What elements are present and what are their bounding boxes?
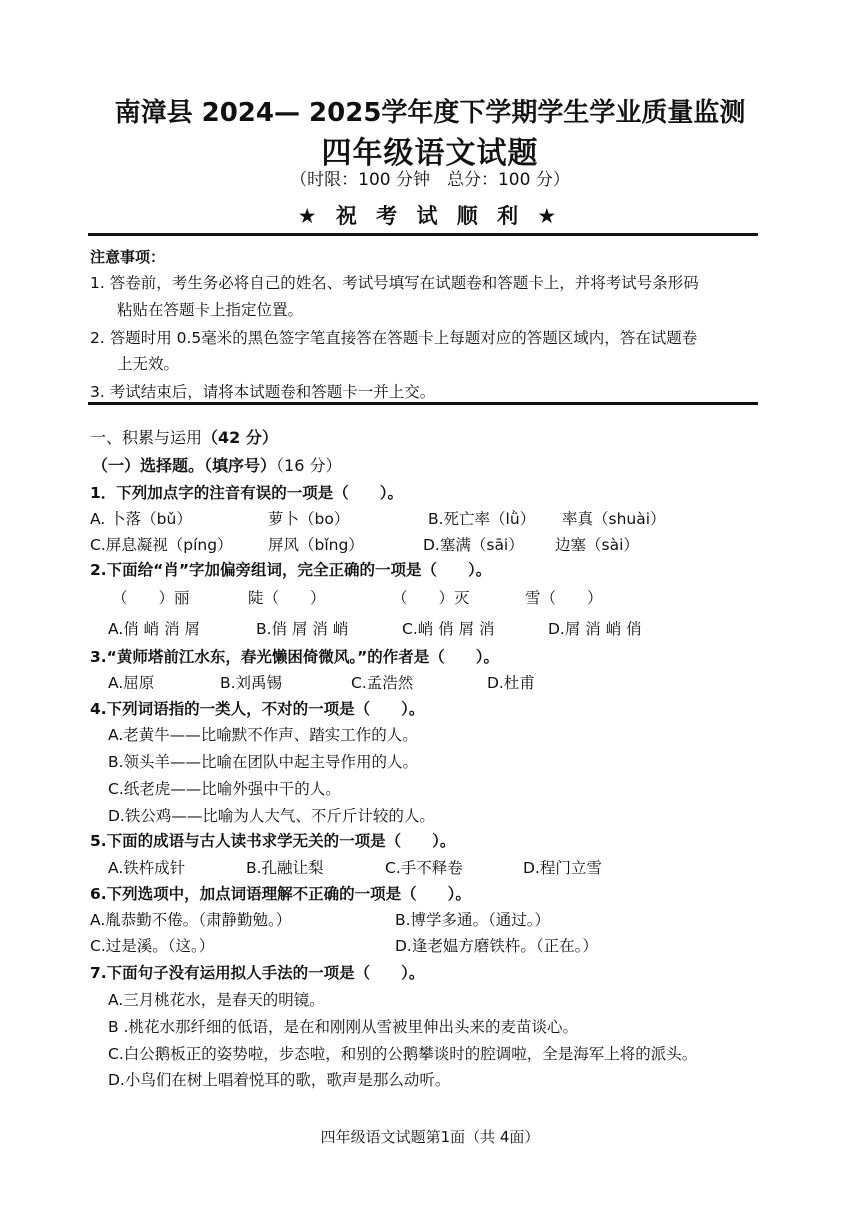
notice-item-3: 3. 考试结束后，请将本试题卷和答题卡一并上交。 [90,383,436,401]
notice-title: 注意事项： [90,248,166,266]
q1-option-d2: 边塞（sài） [555,536,639,554]
q4-option-b: B.领头羊——比喻在团队中起主导作用的人。 [108,753,419,771]
question-1-stem: 1．下列加点字的注音有误的一项是（ ）。 [90,484,404,502]
exam-title-line1: 南漳县 2024— 2025学年度下学期学生学业质量监测 [114,98,746,128]
subsection-title-score: （16 分） [276,456,342,475]
notice-item-2: 2. 答题时用 0.5毫米的黑色签字笔直接答在答题卡上每题对应的答题区域内，答在试题卷 [90,329,698,347]
q1-option-b2: 率真（shuài） [562,510,666,528]
q1-option-c1: C.屏息凝视（píng） [90,536,233,554]
q7-option-a: A.三月桃花水，是春天的明镜。 [108,991,325,1009]
q1-option-b1: B.死亡率（lǜ） [428,510,536,528]
q2-blank-4: 雪（ ） [525,589,603,607]
q6-option-b: B.博学多通。（通过。） [395,911,551,929]
exam-time-limit: （时限：100 分钟 总分：100 分） [290,170,570,190]
q6-option-a: A.胤恭勤不倦。（肃静勤勉。） [90,911,292,929]
q3-option-d: D.杜甫 [487,674,535,692]
q4-option-c: C.纸老虎——比喻外强中干的人。 [108,780,341,798]
q2-blank-1: （ ）丽 [112,589,190,607]
q5-option-c: C.手不释卷 [385,859,463,877]
q2-option-b: B.俏 屑 消 峭 [256,620,349,638]
q1-option-a2: 萝卜（bo） [268,510,350,528]
exam-wish-banner: ★ 祝 考 试 顺 利 ★ [297,204,563,228]
q2-option-a: A.俏 峭 消 屑 [108,620,201,638]
section-title-text: 一、积累与运用 [90,428,203,447]
q7-option-c: C.白公鹅板正的姿势啦，步态啦，和别的公鹅攀谈时的腔调啦，全是海军上将的派头。 [108,1045,698,1063]
question-3-stem: 3.“黄师塔前江水东，春光懒困倚微风。”的作者是（ ）。 [90,648,500,666]
q5-option-d: D.程门立雪 [523,859,602,877]
q2-blank-2: 陡（ ） [248,589,326,607]
q7-option-b: B .桃花水那纤细的低语，是在和刚刚从雪被里伸出头来的麦苗谈心。 [108,1018,578,1036]
q2-option-d: D.屑 消 峭 俏 [548,620,642,638]
q4-option-a: A.老黄牛——比喻默不作声、踏实工作的人。 [108,726,418,744]
notice-item-1: 1. 答卷前，考生务必将自己的姓名、考试号填写在试题卷和答题卡上，并将考试号条形码 [90,274,699,292]
section-title-score: （42 分） [202,428,278,447]
q3-option-c: C.孟浩然 [351,674,414,692]
q4-option-d: D.铁公鸡——比喻为人大气、不斤斤计较的人。 [108,807,435,825]
q5-option-a: A.铁杵成针 [108,859,186,877]
question-5-stem: 5.下面的成语与古人读书求学无关的一项是（ ）。 [90,832,456,850]
q6-option-d: D.逢老媪方磨铁杵。（正在。） [395,937,598,955]
q3-option-b: B.刘禹锡 [220,674,283,692]
notice-item-1-cont: 粘贴在答题卡上指定位置。 [117,301,304,319]
q1-option-c2: 屏风（bǐng） [268,536,364,554]
q2-option-c: C.峭 俏 屑 消 [402,620,495,638]
q1-option-a1: A. 卜落（bǔ） [90,510,192,528]
q7-option-d: D.小鸟们在树上唱着悦耳的歌，歌声是那么动听。 [108,1071,451,1089]
q5-option-b: B.孔融让梨 [246,859,324,877]
divider-top [88,233,758,236]
notice-item-2-cont: 上无效。 [117,355,180,373]
exam-title-line2: 四年级语文试题 [321,136,539,171]
subsection-title [92,453,341,476]
q1-option-d1: D.塞满（sāi） [423,536,524,554]
divider-bottom [88,402,758,405]
question-2-stem: 2.下面给“肖”字加偏旁组词，完全正确的一项是（ ）。 [90,561,492,579]
q2-blank-3: （ ）灭 [392,589,470,607]
page-footer: 四年级语文试题第1面（共 4面） [320,1128,540,1146]
subsection-title-text: （一）选择题。（填序号） [92,456,277,475]
q3-option-a: A.屈原 [108,674,155,692]
q6-option-c: C.过是溪。（这。） [90,937,215,955]
section-title [90,425,278,448]
question-7-stem: 7.下面句子没有运用拟人手法的一项是（ ）。 [90,964,425,982]
question-6-stem: 6.下列选项中，加点词语理解不正确的一项是（ ）。 [90,885,471,903]
question-4-stem: 4.下列词语指的一类人，不对的一项是（ ）。 [90,700,425,718]
